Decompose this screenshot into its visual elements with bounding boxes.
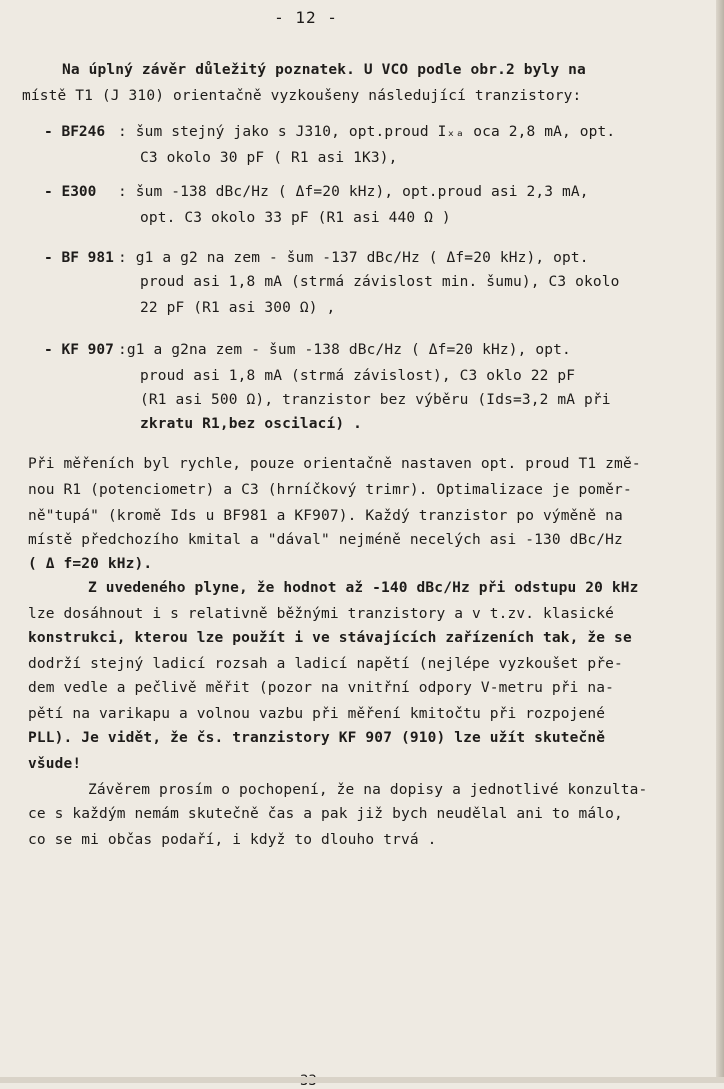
paragraph-line: všude! xyxy=(28,756,82,772)
paragraph-line: PLL). Je vidět, že čs. tranzistory KF 907 (910) lze užít skutečně xyxy=(28,730,606,746)
paragraph-line: dem vedle a pečlivě měřit (pozor na vnitřní odpory V-metru při na- xyxy=(28,680,615,696)
item-line: proud asi 1,8 mA (strmá závislost min. šumu), C3 okolo xyxy=(140,274,620,290)
paragraph-line: nou R1 (potenciometr) a C3 (hrníčkový trimr). Optimalizace je poměr- xyxy=(28,482,632,498)
paragraph-line: ně"tupá" (kromě Ids u BF981 a KF907). Každý tranzistor po výměně na xyxy=(28,508,623,524)
paragraph-line: konstrukci, kterou lze použít i ve stávajících zařízeních tak, že se xyxy=(28,630,632,646)
item-line: : šum -138 dBc/Hz ( Δf=20 kHz), opt.proud asi 2,3 mA, xyxy=(118,184,589,200)
item-bullet: - BF 981 xyxy=(44,250,114,266)
intro-line: Na úplný závěr důležitý poznatek. U VCO podle obr.2 byly na xyxy=(62,62,586,78)
paragraph-line: Při měřeních byl rychle, pouze orientačně nastaven opt. proud T1 změ- xyxy=(28,456,641,472)
item-line: proud asi 1,8 mA (strmá závislost), C3 oklo 22 pF xyxy=(140,368,576,384)
item-line: (R1 asi 500 Ω), tranzistor bez výběru (Ids=3,2 mA při xyxy=(140,392,611,408)
paragraph-line: Z uvedeného plyne, že hodnot až -140 dBc/Hz při odstupu 20 kHz xyxy=(88,580,639,596)
item-line: 22 pF (R1 asi 300 Ω) , xyxy=(140,300,336,316)
paragraph-line: Závěrem prosím o pochopení, že na dopisy a jednotlivé konzultа- xyxy=(88,782,648,798)
paragraph-line: ( Δ f=20 kHz). xyxy=(28,556,153,572)
item-line: :g1 a g2na zem - šum -138 dBc/Hz ( Δf=20 kHz), opt. xyxy=(118,342,571,358)
page-number: - 12 - xyxy=(274,8,338,27)
scan-edge-bottom xyxy=(0,1077,724,1083)
item-bullet: - BF246 xyxy=(44,124,106,140)
paragraph-line: ce s každým nemám skutečně čas a pak již bych neudělal ani to málo, xyxy=(28,806,623,822)
paragraph-line: místě předchozího kmital a "dával" nejméně necelých asi -130 dBc/Hz xyxy=(28,532,623,548)
intro-line: místě T1 (J 310) orientačně vyzkoušeny následující tranzistory: xyxy=(22,88,582,104)
item-bullet: - E300 xyxy=(44,184,97,200)
paragraph-line: co se mi občas podaří, i když to dlouho trvá . xyxy=(28,832,437,848)
item-line: opt. C3 okolo 33 pF (R1 asi 440 Ω ) xyxy=(140,210,451,226)
item-line: C3 okolo 30 pF ( R1 asi 1K3), xyxy=(140,150,398,166)
paragraph-line: dodrží stejný ladicí rozsah a ladicí napětí (nejlépe vyzkoušet pře- xyxy=(28,656,623,672)
item-line: : g1 a g2 na zem - šum -137 dBc/Hz ( Δf=20 kHz), opt. xyxy=(118,250,589,266)
scan-edge-right xyxy=(716,0,724,1083)
item-line: : šum stejný jako s J310, opt.proud Iₓₐ oca 2,8 mA, opt. xyxy=(118,124,616,140)
item-line: zkratu R1,bez oscilací) . xyxy=(140,416,362,432)
item-bullet: - KF 907 xyxy=(44,342,114,358)
paragraph-line: lze dosáhnout i s relativně běžnými tranzistory a v t.zv. klasické xyxy=(28,606,615,622)
paragraph-line: pětí na varikapu a volnou vazbu při měření kmitočtu při rozpojené xyxy=(28,706,606,722)
